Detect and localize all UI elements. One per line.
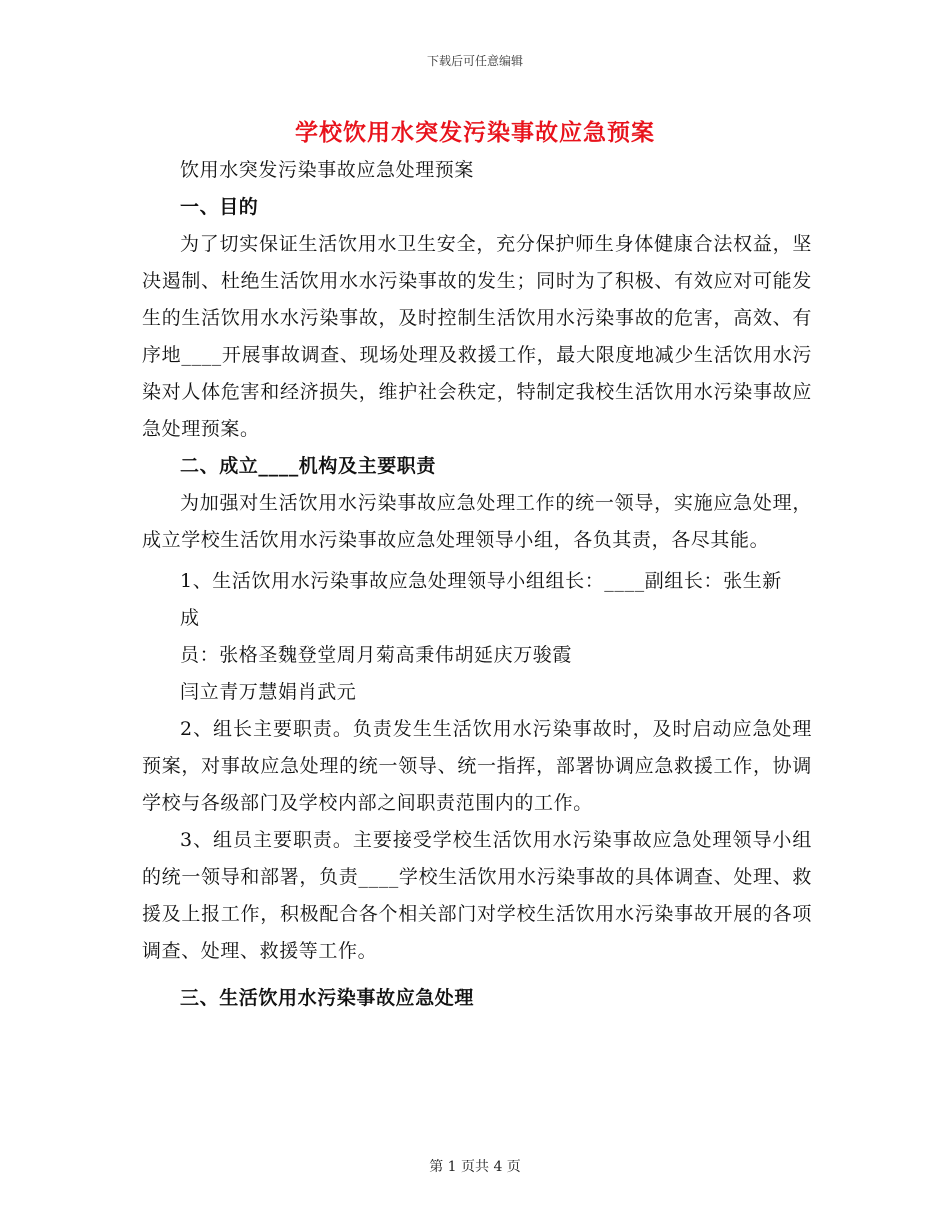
header-note: 下载后可任意编辑 [426, 54, 523, 68]
paragraph-organization: 为加强对生活饮用水污染事故应急处理工作的统一领导，实施应急处理，成立学校生活饮用水污染事故应急处理领导小组，各负其责，各尽其能。 [142, 492, 812, 551]
paragraph-members-prefix: 成 [180, 607, 200, 629]
section-heading-purpose: 一、目的 [180, 196, 259, 218]
paragraph-leader-list: 1、生活饮用水污染事故应急处理领导小组组长：____副组长：张生新 [180, 570, 782, 592]
section-heading-organization: 二、成立____机构及主要职责 [180, 455, 437, 477]
paragraph-members-cont: 闫立青万慧娟肖武元 [180, 681, 357, 703]
subtitle-paragraph: 饮用水突发污染事故应急处理预案 [180, 159, 475, 181]
paragraph-purpose: 为了切实保证生活饮用水卫生安全，充分保护师生身体健康合法权益，坚决遏制、杜绝生活饮用水水污染事故的发生；同时为了积极、有效应对可能发生的生活饮用水水污染事故，及时控制生活饮用水污染事故的危害，高效、有序地____开展事故调查、现场处理及救援工作，最大限度地减少生活饮用水污染对人体危害和经济损失，维护社会秩定，特制定我校生活饮用水污染事故应急处理预案。 [142, 233, 812, 440]
page-number-footer: 第 1 页共 4 页 [429, 1159, 521, 1175]
document-title: 学校饮用水突发污染事故应急预案 [295, 119, 655, 146]
section-heading-handling: 三、生活饮用水污染事故应急处理 [180, 987, 475, 1009]
document-body [142, 152, 812, 1017]
paragraph-leader-duties: 2、组长主要职责。负责发生生活饮用水污染事故时，及时启动应急处理预案，对事故应急处理的统一领导、统一指挥，部署协调应急救援工作，协调学校与各级部门及学校内部之间职责范围内的工作。 [142, 718, 812, 814]
paragraph-member-duties: 3、组员主要职责。主要接受学校生活饮用水污染事故应急处理领导小组的统一领导和部署，负责____学校生活饮用水污染事故的具体调查、处理、救援及上报工作，积极配合各个相关部门对学校生活饮用水污染事故开展的各项调查、处理、救援等工作。 [142, 829, 812, 962]
paragraph-members: 员：张格圣魏登堂周月菊高秉伟胡延庆万骏霞 [180, 644, 573, 666]
